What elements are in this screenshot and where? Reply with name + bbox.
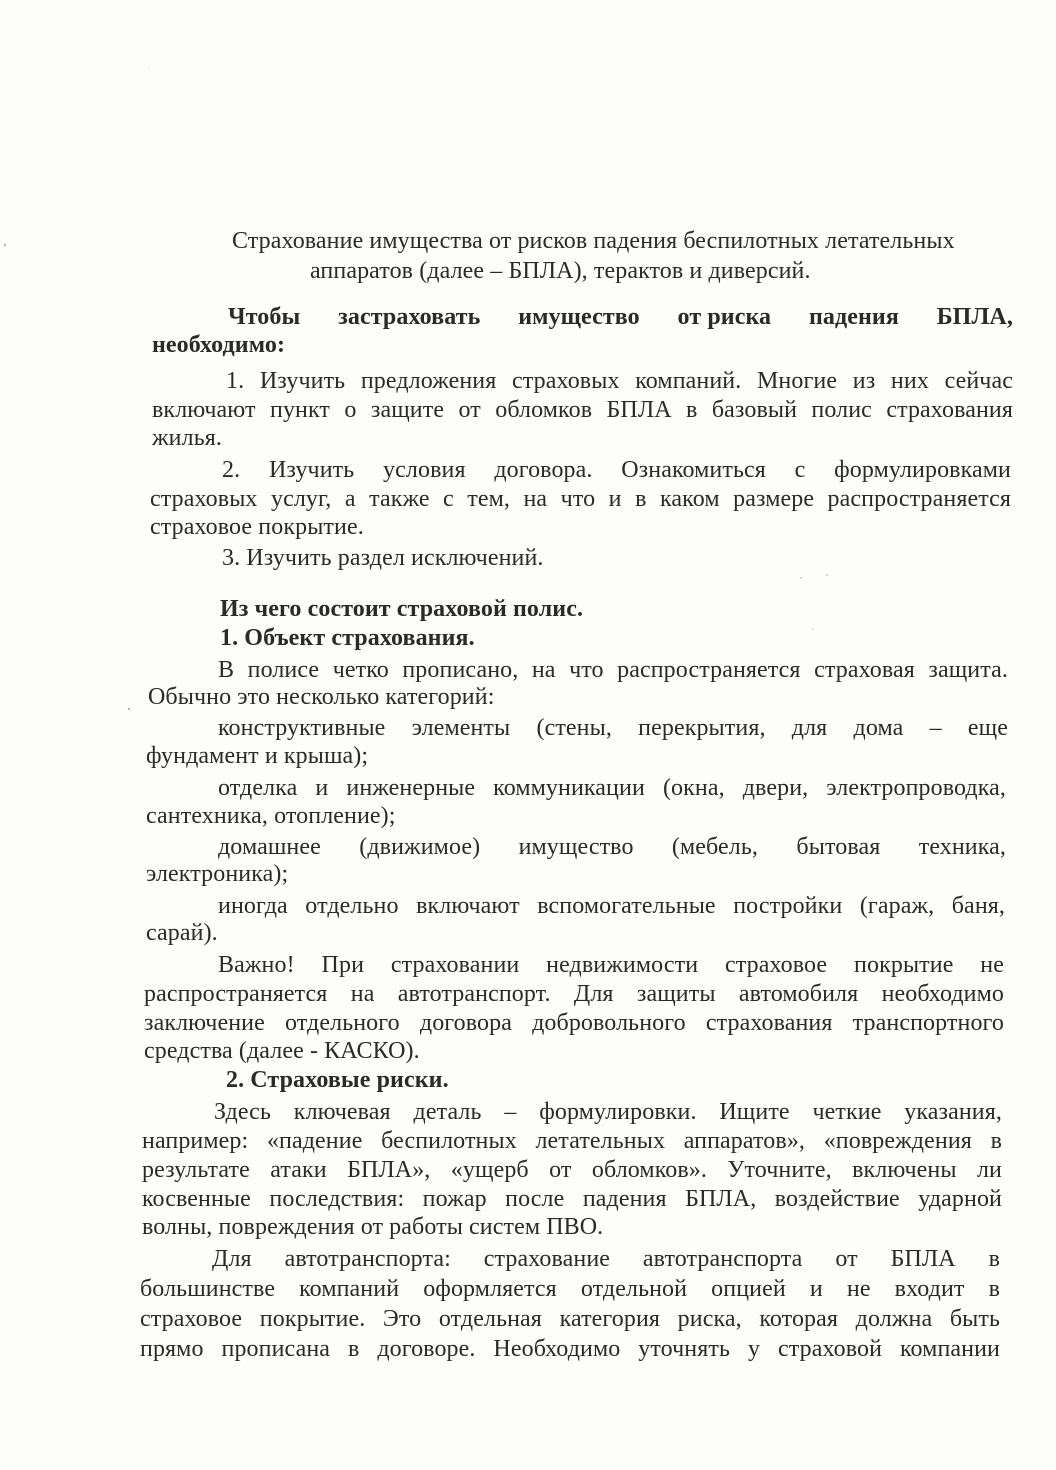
category-3-line-2: электроника); (146, 861, 289, 887)
intro-heading-word: застраховать (338, 304, 481, 330)
important-line-2: распространяется на автотранспорт. Для защиты автомобиля необходимо (144, 981, 1004, 1007)
step-2-line-1: 2. Изучить условия договора. Ознакомиться с формулировками (222, 457, 1011, 483)
category-4-line-2: сарай). (146, 920, 218, 946)
step-2-line-2: страховых услуг, а также с тем, на что и в каком размере распространяется (150, 486, 1011, 512)
step-3-line-1: 3. Изучить раздел исключений. (222, 545, 544, 571)
step-1-line-3: жилья. (152, 425, 222, 451)
step-1-line-1: 1. Изучить предложения страховых компаний. Многие из них сейчас (226, 368, 1013, 394)
intro-heading-word: от риска (677, 304, 772, 330)
intro-heading-line-2: необходимо: (152, 332, 286, 358)
section-2-heading: 2. Страховые риски. (226, 1067, 449, 1093)
intro-heading-word: имущество (518, 304, 640, 330)
section-1-para-line-1: В полисе четко прописано, на что распространяется страховая защита. (218, 657, 1008, 683)
intro-heading-line-1 (228, 302, 1013, 332)
document-title-line-2: аппаратов (далее – БПЛА), терактов и диверсий. (310, 258, 811, 284)
document-title-line-1: Страхование имущества от рисков падения беспилотных летательных (232, 228, 955, 254)
category-4-line-1: иногда отдельно включают вспомогательные постройки (гараж, баня, (218, 893, 1005, 919)
scan-speck (128, 708, 130, 710)
scan-speck (826, 574, 828, 576)
scan-speck (800, 577, 802, 579)
policy-heading: Из чего состоит страховой полис. (220, 596, 584, 622)
section-2-para-1-line-4: косвенные последствия: пожар после падения БПЛА, воздействие ударной (142, 1186, 1002, 1212)
section-2-para-2-line-4: прямо прописана в договоре. Необходимо уточнять у страховой компании (140, 1336, 1000, 1362)
category-3-line-1: домашнее (движимое) имущество (мебель, бытовая техника, (218, 834, 1006, 860)
section-2-para-2-line-1: Для автотранспорта: страхование автотранспорта от БПЛА в (212, 1246, 1000, 1272)
section-2-para-1-line-3: результате атаки БПЛА», «ущерб от обломков». Уточните, включены ли (142, 1157, 1002, 1183)
scan-speck (148, 66, 149, 68)
scan-speck (812, 628, 814, 630)
intro-heading-word: Чтобы (228, 304, 301, 330)
step-2-line-3: страховое покрытие. (150, 514, 364, 540)
important-line-1: Важно! При страховании недвижимости страховое покрытие не (218, 952, 1004, 978)
important-line-4: средства (далее - КАСКО). (144, 1038, 420, 1064)
category-2-line-2: сантехника, отопление); (146, 803, 396, 829)
section-2-para-1-line-1: Здесь ключевая деталь – формулировки. Ищите четкие указания, (214, 1099, 1002, 1125)
category-2-line-1: отделка и инженерные коммуникации (окна, двери, электропроводка, (218, 775, 1006, 801)
section-2-para-1-line-2: например: «падение беспилотных летательных аппаратов», «повреждения в (142, 1128, 1002, 1154)
section-2-para-1-line-5: волны, повреждения от работы систем ПВО. (142, 1214, 604, 1240)
scan-speck (4, 244, 6, 246)
step-1-line-2: включают пункт о защите от обломков БПЛА в базовый полис страхования (152, 397, 1013, 423)
intro-heading-word: падения (808, 304, 899, 330)
section-2-para-2-line-2: большинстве компаний оформляется отдельной опцией и не входит в (140, 1276, 1000, 1302)
important-line-3: заключение отдельного договора добровольного страхования транспортного (144, 1010, 1004, 1036)
intro-heading-word: БПЛА, (936, 304, 1013, 330)
section-2-para-2-line-3: страховое покрытие. Это отдельная категория риска, которая должна быть (140, 1306, 1000, 1332)
category-1-line-2: фундамент и крыша); (146, 743, 369, 769)
section-1-para-line-2: Обычно это несколько категорий: (148, 684, 495, 710)
category-1-line-1: конструктивные элементы (стены, перекрытия, для дома – еще (218, 715, 1008, 741)
section-1-heading: 1. Объект страхования. (220, 625, 475, 651)
